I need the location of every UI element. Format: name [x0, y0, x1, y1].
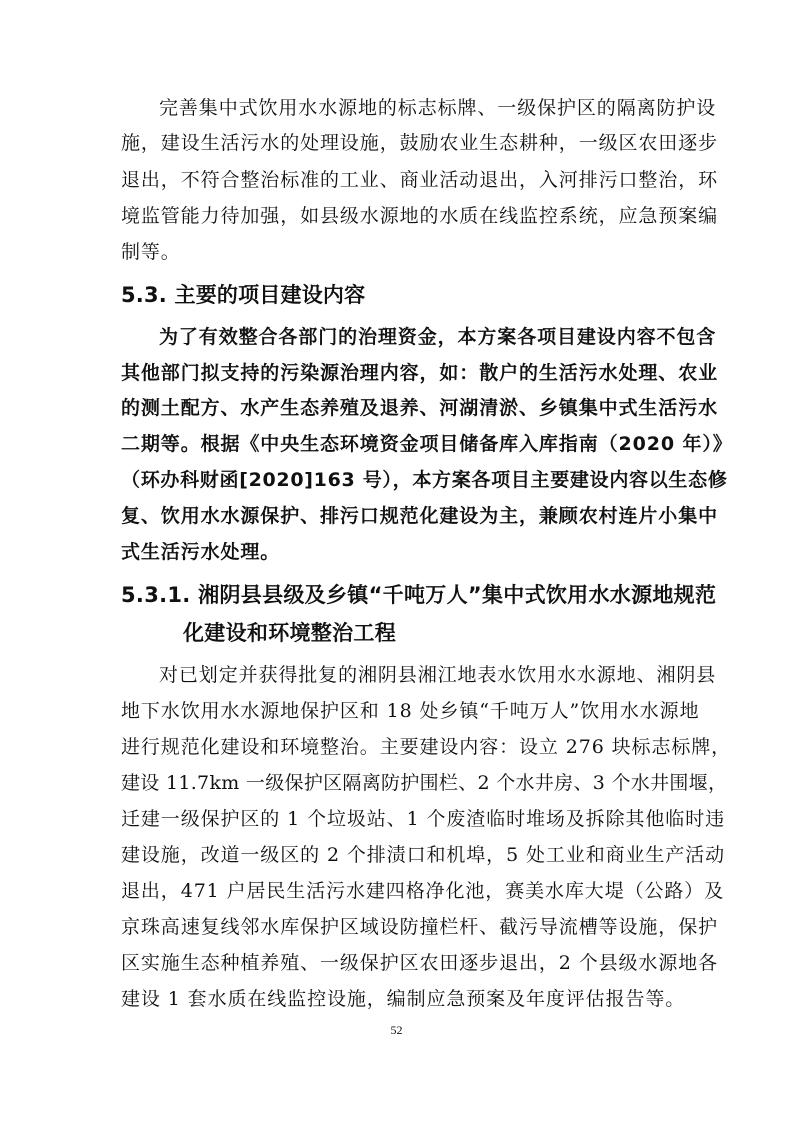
paragraph-line: 制等。	[121, 241, 181, 263]
paragraph-line: 复、饮用水水源保护、排污口规范化建设为主，兼顾农村连片小集中	[121, 505, 719, 527]
subsection-heading-continued: 化建设和环境整治工程	[183, 621, 396, 645]
paragraph-line: 式生活污水处理。	[121, 541, 281, 563]
paragraph-line: 京珠高速复线邻水库保护区域设防撞栏杆、截污导流槽等设施，保护	[121, 916, 719, 938]
paragraph-line: 地下水饮用水水源地保护区和 18 处乡镇“千吨万人”饮用水水源地	[121, 700, 700, 722]
paragraph-line: 完善集中式饮用水水源地的标志标牌、一级保护区的隔离防护设	[159, 97, 717, 119]
paragraph-line: 迁建一级保护区的 1 个垃圾站、1 个废渣临时堆场及拆除其他临时违	[121, 808, 725, 830]
paragraph-line: 施，建设生活污水的处理设施，鼓励农业生态耕种，一级区农田逐步	[121, 132, 719, 154]
paragraph-line: 建设 11.7km 一级保护区隔离防护围栏、2 个水井房、3 个水井围堰，	[121, 772, 728, 794]
paragraph-line: 建设 1 套水质在线监控设施，编制应急预案及年度评估报告等。	[121, 988, 686, 1010]
paragraph-line: 建设施，改道一级区的 2 个排渍口和机埠，5 处工业和商业生产活动	[121, 844, 725, 866]
paragraph-line: 对已划定并获得批复的湘阴县湘江地表水饮用水水源地、湘阴县	[159, 664, 717, 686]
paragraph-line: 退出，不符合整治标准的工业、商业活动退出，入河排污口整治，环	[121, 169, 719, 191]
paragraph-line: 进行规范化建设和环境整治。主要建设内容：设立 276 块标志标牌，	[121, 736, 732, 758]
paragraph-line: 其他部门拟支持的污染源治理内容，如：散户的生活污水处理、农业	[121, 362, 719, 384]
paragraph-line: 为了有效整合各部门的治理资金，本方案各项目建设内容不包含	[159, 326, 717, 348]
page-number: 52	[390, 1023, 403, 1037]
paragraph-line: 二期等。根据《中央生态环境资金项目储备库入库指南（2020 年）》	[121, 433, 733, 455]
paragraph-line: 区实施生态种植养殖、一级保护区农田逐步退出，2 个县级水源地各	[121, 952, 719, 974]
section-heading: 5.3. 主要的项目建设内容	[121, 283, 366, 307]
paragraph-line: 的测土配方、水产生态养殖及退养、河湖清淤、乡镇集中式生活污水	[121, 397, 719, 419]
paragraph-line: 退出，471 户居民生活污水建四格净化池，赛美水库大堤（公路）及	[121, 880, 725, 902]
paragraph-line: 境监管能力待加强，如县级水源地的水质在线监控系统，应急预案编	[121, 205, 719, 227]
paragraph-line: （环办科财函[2020]163 号），本方案各项目主要建设内容以生态修	[121, 469, 728, 491]
subsection-heading: 5.3.1. 湘阴县县级及乡镇“千吨万人”集中式饮用水水源地规范	[121, 583, 717, 607]
